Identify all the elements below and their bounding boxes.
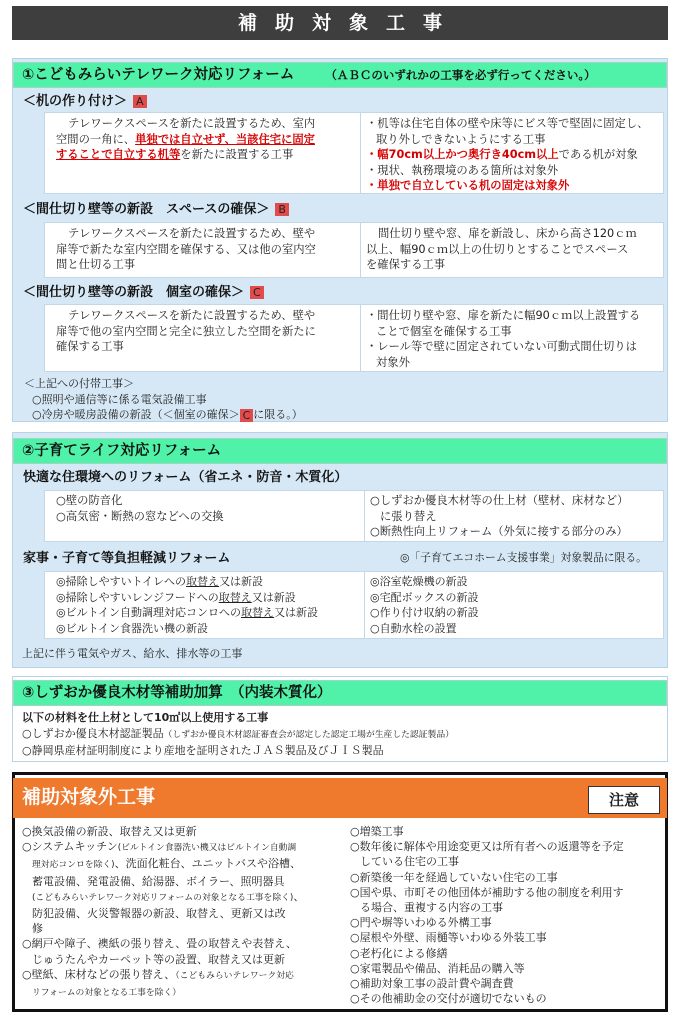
sub1-divider — [364, 490, 365, 542]
sub1-right: ○しずおか優良木材等の仕上材（壁材、床材など） に張り替え ○断熱性向上リフォーム（外気に接する部分のみ） — [370, 494, 629, 538]
excluded-left: ○換気設備の新設、取替え又は更新 ○システムキッチン(ビルトイン食器洗い機又はビルトイン自動調 理対応コンロを除く)、洗面化粧台、ユニットバスや浴槽、 蓄電設備、発電設備、給湯器、ボイラー、照明器具 (こどもみらいテレワーク対応リフォームの対象となる工事を除く)、 防犯設備、火災警報器の新設、取替え、更新又は改 修 ○網戸や障子、襖紙の張り替え、畳の取替えや表替え、 じゅうたんやカーペット等の設置、取替え又は更新 ○壁紙、床材などの張り替え、（こどもみらいテレワーク対応 リフォームの対象となる工事を除く） — [22, 825, 305, 999]
section-1-heading — [13, 62, 667, 88]
item-b-title: ＜間仕切り壁等の新設 スペースの確保＞ — [23, 202, 270, 217]
item-c-divider — [360, 304, 361, 372]
section-1-title: ①こどもみらいテレワーク対応リフォーム — [22, 67, 295, 83]
item-b-left: テレワークスペースを新たに設置するため、壁や 扉等で新たな室内空間を確保する、又は他の室内空 間と仕切る工事 — [56, 227, 316, 271]
section-2-heading: ②子育てライフ対応リフォーム — [13, 438, 667, 464]
tag-c-inline: C — [240, 409, 254, 422]
item-b-divider — [360, 222, 361, 278]
section-3-heading: ③しずおか優良木材等補助加算 （内装木質化） — [13, 680, 667, 706]
item-a-heading — [13, 92, 667, 112]
section-1-note: （ＡＢＣのいずれかの工事を必ず行ってください。） — [325, 68, 596, 82]
tag-a: A — [133, 95, 147, 108]
section-2-footer: 上記に伴う電気やガス、給水、排水等の工事 — [22, 647, 243, 660]
page-title: 補助対象工事 — [12, 6, 668, 40]
section-3-body: 以下の材料を仕上材として10㎡以上使用する工事 ○しずおか優良木材認証製品（しずおか優良木材認証審査会が認定した認定工場が生産した認証製品） ○静岡県産材証明制度により産地を証明されたＪＡＳ製品及びＪＩＳ製品 — [22, 711, 454, 757]
tag-c: C — [250, 286, 264, 299]
sub1-left: ○壁の防音化 ○高気密・断熱の窓などへの交換 — [56, 494, 224, 523]
item-c-title: ＜間仕切り壁等の新設 個室の確保＞ — [23, 285, 245, 300]
tag-b: B — [275, 203, 289, 216]
excluded-title: 補助対象外工事 — [22, 786, 156, 808]
item-c-left: テレワークスペースを新たに設置するため、壁や 扉等で他の室内空間と完全に独立した空間を新たに 確保する工事 — [56, 309, 316, 353]
item-b-heading — [13, 200, 667, 220]
sub1-heading: 快適な住環境へのリフォーム（省エネ・防音・木質化） — [23, 470, 348, 485]
item-a-left: テレワークスペースを新たに設置するため、室内 空間の一角に、単独では自立せず、当該住宅に固定 することで自立する机等を新たに設置する工事 — [56, 117, 316, 161]
item-c-heading — [13, 283, 667, 303]
caution-badge: 注意 — [588, 786, 660, 814]
item-a-divider — [360, 112, 361, 194]
excluded-right: ○増築工事 ○数年後に解体や用途変更又は所有者への返還等を予定 している住宅の工事 ○新築後一年を経過していない住宅の工事 ○国や県、市町その他団体が補助する他の制度を利用す る場合、重複する内容の工事 ○門や塀等いわゆる外構工事 ○屋根や外壁、雨樋等いわゆる外装工事 ○老朽化による修繕 ○家電製品や備品、消耗品の購入等 ○補助対象工事の設計費や調査費 ○その他補助金の交付が適切でないもの — [350, 825, 624, 1006]
sub2-heading: 家事・子育て等負担軽減リフォーム — [23, 551, 231, 566]
item-c-right: ・間仕切り壁や窓、扉を新たに幅90ｃｍ以上設置する ことで個室を確保する工事 ・レール等で壁に固定されていない可動式間仕切りは 対象外 — [366, 309, 641, 369]
sub2-note: ◎「子育てエコホーム支援事業」対象製品に限る。 — [400, 551, 647, 564]
item-a-right: ・机等は住宅自体の壁や床等にビス等で堅固に固定し、 取り外しできないようにする工事 ・幅70cm以上かつ奥行き40cm以上である机が対象 ・現状、執務環境のある箇所は対象外 ・単独で自立している机の固定は対象外 — [366, 117, 649, 192]
item-b-right: 間仕切り壁や窓、扉を新設し、床から高さ120ｃｍ 以上、幅90ｃｍ以上の仕切りとすることでスペース を確保する工事 — [366, 227, 637, 271]
item-a-title: ＜机の作り付け＞ — [23, 94, 128, 109]
attached-works: ＜上記への付帯工事＞ ○照明や通信等に係る電気設備工事 ○冷房や暖房設備の新設（＜個室の確保＞ C に限る。） — [24, 377, 303, 422]
sub2-left: ◎掃除しやすいトイレへの取替え又は新設 ◎掃除しやすいレンジフードへの取替え又は新設 ◎ビルトイン自動調理対応コンロへの取替え又は新設 ◎ビルトイン食器洗い機の新設 — [56, 575, 319, 635]
sub2-divider — [364, 571, 365, 639]
sub2-right: ◎浴室乾燥機の新設 ◎宅配ボックスの新設 ○作り付け収納の新設 ○自動水栓の設置 — [370, 575, 479, 635]
